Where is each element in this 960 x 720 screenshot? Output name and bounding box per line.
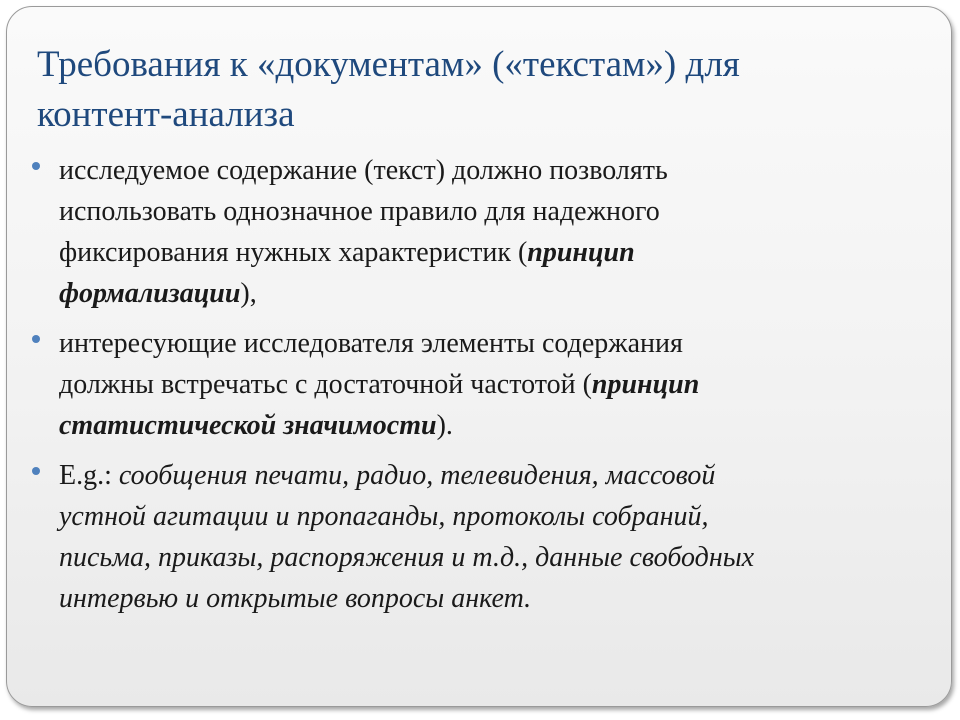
bullet-2-line-3-tail: ). [436,410,453,441]
title-line-1: Требования к «документам» («текстам») для [37,44,740,85]
bullet-1-line-3 [59,232,910,273]
bullet-item-examples [30,455,910,619]
bullet-1-line-3-text: фиксирования нужных характеристик ( [59,237,528,268]
examples-line-1: сообщения печати, радио, телевидения, массовой [118,460,716,491]
bullet-1-line-4-tail: ), [240,278,257,309]
bullet-1-line-1: исследуемое содержание (текст) должно позволять [59,155,668,186]
examples-line-3: письма, приказы, распоряжения и т.д., данные свободных [59,542,755,573]
examples-line-4: интервью и открытые вопросы анкет. [59,583,532,614]
bullet-1-principle-name: формализации [59,278,241,309]
bullet-2-principle-name: статистической значимости [59,410,437,441]
bullet-item-significance [30,323,910,446]
bullet-2-line-1: интересующие исследователя элементы содержания [59,328,683,359]
bullet-2-line-3 [59,405,910,446]
bullet-dot-icon [32,335,40,343]
bullet-2-line-2-text: должны встречатьс с достаточной частотой ( [59,369,592,400]
slide-title [37,40,917,140]
bullet-dot-icon [32,162,40,170]
bullet-1-line-4 [59,273,910,314]
bullet-2-line-2 [59,364,910,405]
bullet-dot-icon [32,467,40,475]
examples-line-2: устной агитации и пропаганды, протоколы собраний, [59,501,709,532]
bullet-2-principle-word: принцип [591,369,700,400]
bullet-item-formalization [30,150,910,314]
bullet-3-line-1 [59,455,910,496]
bullet-list [30,150,910,628]
examples-prefix: E.g.: [59,460,119,491]
bullet-1-line-2: использовать однозначное правило для надежного [59,196,660,227]
title-line-2: контент-анализа [37,94,295,135]
bullet-1-principle-word: принцип [527,237,635,268]
